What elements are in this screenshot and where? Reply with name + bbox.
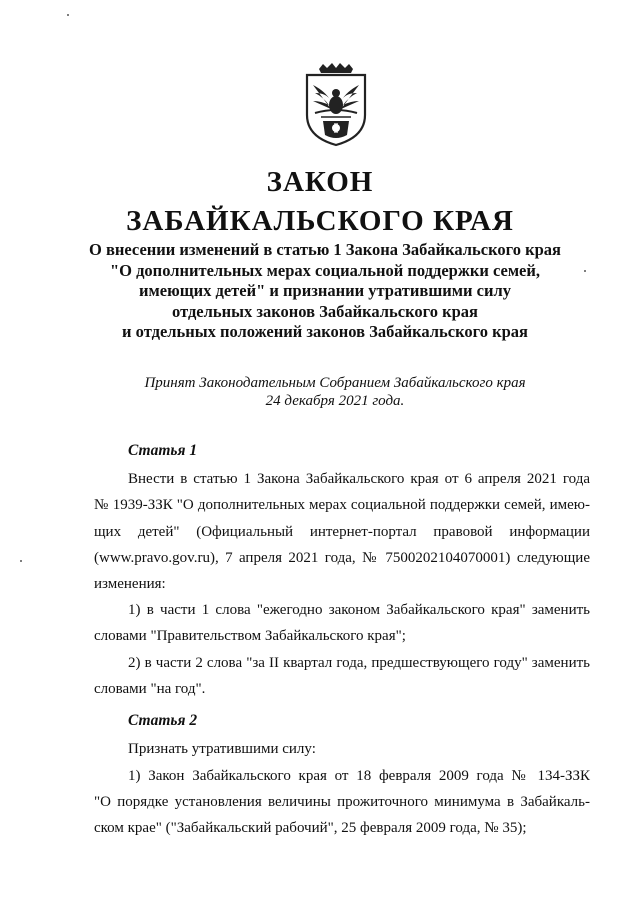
adoption-date: 24 декабря 2021 года. xyxy=(265,393,405,409)
heading-line: отдельных законов Забайкальского края xyxy=(172,301,478,321)
article-2-item: "О порядке установления величины прожиточного минимума в Забайкаль- xyxy=(94,794,590,810)
law-heading xyxy=(60,240,590,343)
article-1-line: (www.pravo.gov.ru), 7 апреля 2021 года, № 7500202104070001) следующие xyxy=(94,550,590,566)
scan-speck xyxy=(584,270,586,272)
article-1-item: 1) в части 1 слова "ежегодно законом Забайкальского края" заменить xyxy=(128,602,590,618)
region-title: ЗАБАЙКАЛЬСКОГО КРАЯ xyxy=(126,205,514,237)
adoption-note xyxy=(80,374,590,410)
adoption-line: Принят Законодательным Собранием Забайкальского края xyxy=(144,375,526,391)
article-1-line: щих детей" (Официальный интернет-портал правовой информации xyxy=(94,524,590,540)
heading-line: О внесении изменений в статью 1 Закона Забайкальского края xyxy=(89,240,561,259)
heading-line: и отдельных положений законов Забайкальского края xyxy=(122,322,528,341)
article-1-item: словами "Правительством Забайкальского края"; xyxy=(94,628,406,644)
article-1-line: № 1939-ЗЗК "О дополнительных мерах социальной поддержки семей, имею- xyxy=(94,497,590,513)
article-2-title: Статья 2 xyxy=(128,712,198,729)
article-1-line: изменения: xyxy=(94,576,166,592)
document-type-title: ЗАКОН xyxy=(266,166,374,198)
article-1-item: словами "на год". xyxy=(94,681,206,697)
scan-speck xyxy=(20,560,22,562)
article-1-item: 2) в части 2 слова "за II квартал года, предшествующего году" заменить xyxy=(128,655,590,671)
scan-speck xyxy=(67,14,69,16)
coat-of-arms-icon xyxy=(301,63,371,147)
article-1-line: Внести в статью 1 Закона Забайкальского края от 6 апреля 2021 года xyxy=(128,471,590,487)
article-2-item: 1) Закон Забайкальского края от 18 февраля 2009 года № 134-ЗЗК xyxy=(128,768,590,784)
article-2-item: ском крае" ("Забайкальский рабочий", 25 февраля 2009 года, № 35); xyxy=(94,820,527,836)
heading-line: имеющих детей" и признании утратившими силу xyxy=(139,281,511,300)
heading-line: "О дополнительных мерах социальной поддержки семей, xyxy=(109,260,541,280)
article-1-title: Статья 1 xyxy=(128,442,198,459)
article-2-line: Признать утратившими силу: xyxy=(128,741,316,757)
